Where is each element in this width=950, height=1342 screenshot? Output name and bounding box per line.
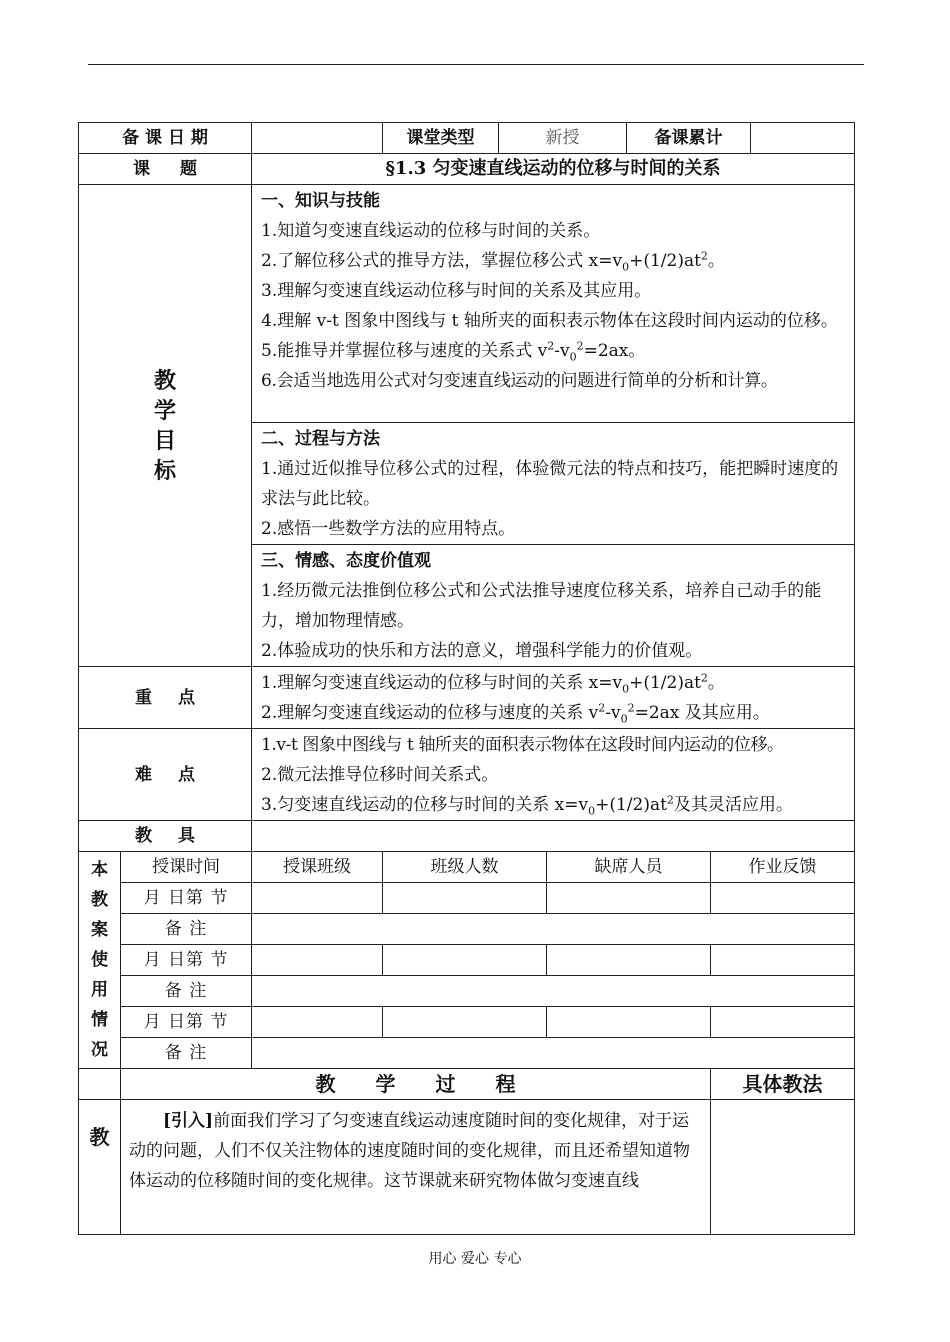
- prep-date-value[interactable]: [252, 123, 383, 154]
- class-type-label: 课堂类型: [383, 123, 499, 154]
- knowledge-item-formula: 2.了解位移公式的推导方法，掌握位移公式 $x=v_0+(1/2)at^2$。: [261, 249, 725, 274]
- usage-note-label: 备 注: [121, 914, 252, 945]
- usage-side-char: 本: [91, 860, 108, 880]
- difficulty-item: 1.v-t 图象中图线与 t 轴所夹的面积表示物体在这段时间内运动的位移。: [261, 735, 784, 755]
- key-points-label: 重 点: [79, 667, 252, 729]
- knowledge-section: [252, 185, 855, 423]
- usage-note-input[interactable]: [252, 1038, 855, 1069]
- usage-side-char: 教: [91, 890, 108, 910]
- header-rule: [88, 64, 864, 65]
- usage-note-input[interactable]: [252, 976, 855, 1007]
- topic-label: 课 题: [79, 154, 252, 185]
- usage-note-label: 备 注: [121, 976, 252, 1007]
- process-intro: [121, 1100, 711, 1235]
- knowledge-item-formula: 5.能推导并掌握位移与速度的关系式 $v^2-v_0^2=2ax$。: [261, 339, 646, 364]
- knowledge-title: 一、知识与技能: [261, 191, 381, 211]
- topic-title: §1.3 匀变速直线运动的位移与时间的关系: [252, 154, 855, 185]
- difficulty-item: 2.微元法推导位移时间关系式。: [261, 765, 499, 785]
- usage-note-input[interactable]: [252, 914, 855, 945]
- knowledge-item: 3.理解匀变速直线运动位移与时间的关系及其应用。: [261, 281, 652, 301]
- key-points-content: [252, 667, 855, 729]
- usage-time-cell: 月 日第 节: [121, 883, 252, 914]
- objectives-label-char: 标: [154, 457, 177, 484]
- emotion-title: 三、情感、态度价值观: [261, 551, 432, 571]
- objectives-label-char: 学: [154, 397, 177, 424]
- knowledge-item: 6.会适当地选用公式对匀变速直线运动的问题进行简单的分析和计算。: [261, 371, 778, 391]
- process-method-title: 二、过程与方法: [261, 429, 381, 449]
- tools-value[interactable]: [252, 821, 855, 852]
- usage-absent-input[interactable]: [547, 1007, 711, 1038]
- objectives-label-char: 教: [154, 367, 177, 394]
- usage-absent-input[interactable]: [547, 883, 711, 914]
- usage-feedback-input[interactable]: [711, 945, 855, 976]
- teaching-process-heading: 教 学 过 程: [121, 1069, 711, 1100]
- usage-time-cell: 月 日第 节: [121, 945, 252, 976]
- tools-label: 教 具: [79, 821, 252, 852]
- usage-side-char: 况: [91, 1040, 108, 1060]
- difficulties-label: 难 点: [79, 729, 252, 821]
- usage-side-char: 情: [91, 1010, 108, 1030]
- method-cell[interactable]: [711, 1100, 855, 1235]
- process-method-section: [252, 423, 855, 545]
- process-method-item: 1.通过近似推导位移公式的过程，体验微元法的特点和技巧，能把瞬时速度的求法与此比较。: [261, 459, 839, 509]
- intro-label: [引入]: [163, 1111, 214, 1131]
- usage-side-char: 使: [91, 950, 108, 970]
- usage-side-char: 案: [91, 920, 108, 940]
- class-type-value: 新授: [499, 123, 627, 154]
- prep-total-label: 备课累计: [627, 123, 751, 154]
- key-point-item: 1.理解匀变速直线运动的位移与时间的关系 $x=v_0+(1/2)at^2$。: [261, 671, 725, 696]
- usage-class-input[interactable]: [252, 1007, 383, 1038]
- usage-count-input[interactable]: [383, 1007, 547, 1038]
- usage-absent-input[interactable]: [547, 945, 711, 976]
- emotion-item: 1.经历微元法推倒位移公式和公式法推导速度位移关系，培养自己动手的能力，增加物理情感。: [261, 581, 822, 631]
- usage-count-input[interactable]: [383, 945, 547, 976]
- process-side-char: 教: [79, 1100, 121, 1235]
- usage-class-input[interactable]: [252, 945, 383, 976]
- usage-side-label: [79, 852, 121, 1069]
- process-method-item: 2.感悟一些数学方法的应用特点。: [261, 519, 516, 539]
- objectives-label: [79, 185, 252, 667]
- usage-feedback-input[interactable]: [711, 1007, 855, 1038]
- intro-text: 前面我们学习了匀变速直线运动速度随时间的变化规律，对于运动的问题，人们不仅关注物体的速度随时间的变化规律，而且还希望知道物体运动的位移随时间的变化规律。这节课就来研究物体做匀变速直线: [129, 1111, 690, 1191]
- usage-class-input[interactable]: [252, 883, 383, 914]
- difficulties-content: [252, 729, 855, 821]
- page-footer: 用心 爱心 专心: [428, 1251, 522, 1267]
- key-point-item: 2.理解匀变速直线运动的位移与速度的关系 $v^2-v_0^2=2ax$ 及其应用。: [261, 701, 770, 726]
- usage-side-char: 用: [91, 980, 108, 1000]
- usage-col-absent: 缺席人员: [547, 852, 711, 883]
- difficulty-item: 3.匀变速直线运动的位移与时间的关系 $x=v_0+(1/2)at^2$及其灵活应用。: [261, 793, 793, 818]
- lesson-plan-document: [78, 122, 854, 1235]
- prep-total-value[interactable]: [751, 123, 855, 154]
- method-heading: 具体教法: [711, 1069, 855, 1100]
- knowledge-item: 1.知道匀变速直线运动的位移与时间的关系。: [261, 221, 601, 241]
- objectives-label-char: 目: [154, 427, 177, 454]
- emotion-section: [252, 545, 855, 667]
- usage-note-label: 备 注: [121, 1038, 252, 1069]
- emotion-item: 2.体验成功的快乐和方法的意义，增强科学能力的价值观。: [261, 641, 703, 661]
- usage-col-class: 授课班级: [252, 852, 383, 883]
- usage-time-cell: 月 日第 节: [121, 1007, 252, 1038]
- process-side-blank: [79, 1069, 121, 1100]
- knowledge-item: 4.理解 v-t 图象中图线与 t 轴所夹的面积表示物体在这段时间内运动的位移。: [261, 311, 838, 331]
- lesson-plan-table: [78, 122, 855, 1235]
- prep-date-label: 备 课 日 期: [79, 123, 252, 154]
- usage-col-feedback: 作业反馈: [711, 852, 855, 883]
- usage-col-time: 授课时间: [121, 852, 252, 883]
- usage-col-count: 班级人数: [383, 852, 547, 883]
- usage-feedback-input[interactable]: [711, 883, 855, 914]
- usage-count-input[interactable]: [383, 883, 547, 914]
